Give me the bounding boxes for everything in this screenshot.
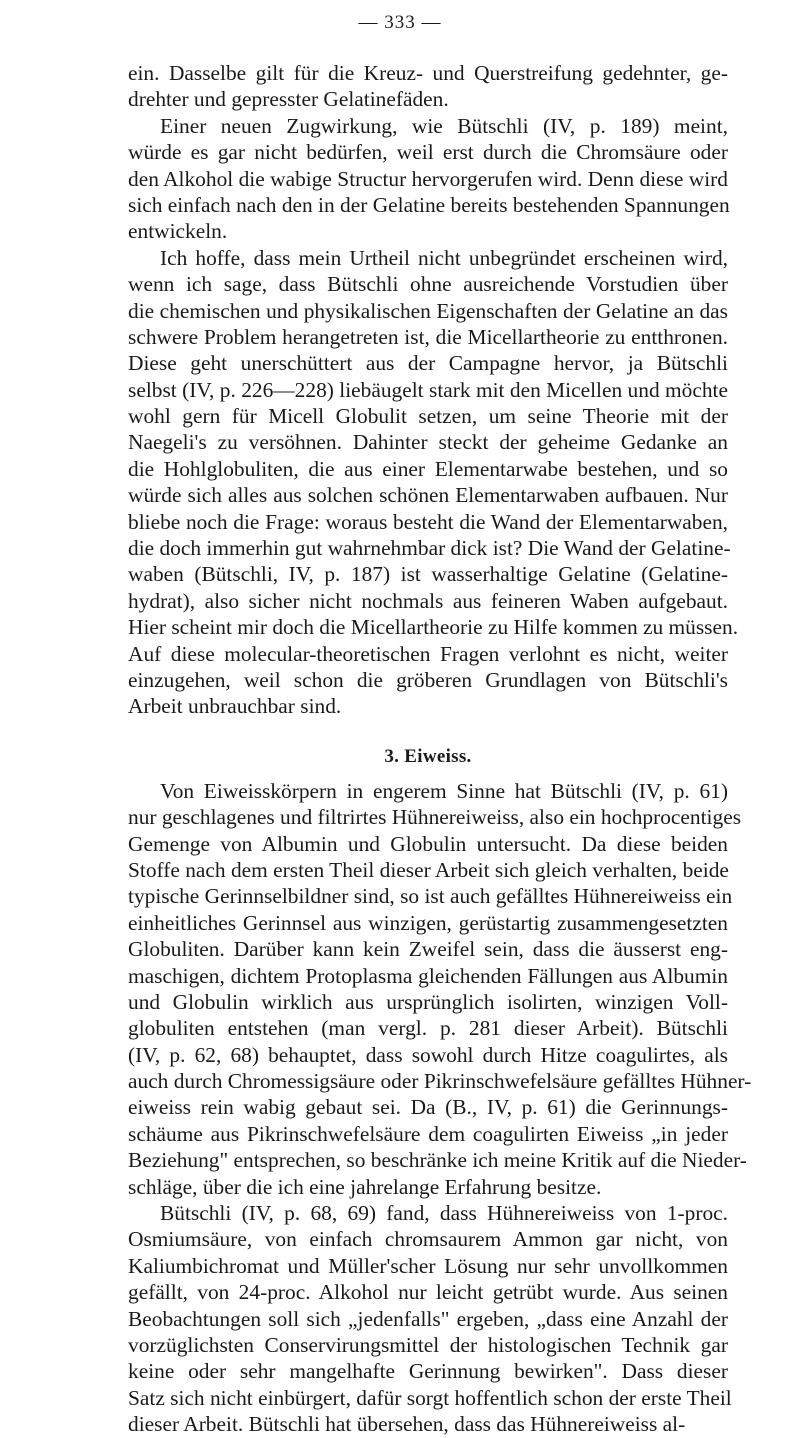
text-line: Auf diese molecular-theoretischen Fragen verlohnt es nicht, weiter [128,641,728,666]
text-line: ein. Dasselbe gilt für die Kreuz- und Querstreifung gedehnter, ge- [128,61,728,85]
text-line: Von Eiweisskörpern in engerem Sinne hat Bütschli (IV, p. 61) [160,778,728,803]
text-line: die doch immerhin gut wahrnehmbar dick ist? Die Wand der Gelatine- [128,536,731,561]
text-line: wenn ich sage, dass Bütschli ohne ausreichende Vorstudien über [128,272,728,297]
text-line: Beobachtungen soll sich „jedenfalls" ergeben, „dass eine Anzahl der [128,1306,728,1331]
text-line: Arbeit unbrauchbar sind. [128,694,342,719]
text-line: Beziehung" entsprechen, so beschränke ich meine Kritik auf die Nieder- [128,1148,747,1173]
text-line: entwickeln. [128,219,228,244]
text-line: bliebe noch die Frage: woraus besteht die Wand der Elementarwaben, [128,509,728,534]
paragraph-3 [128,245,739,720]
text-line: Hier scheint mir doch die Micellartheorie zu Hilfe kommen zu müssen. [128,615,739,640]
text-line: dieser Arbeit. Bütschli hat übersehen, dass das Hühnereiweiss al- [128,1412,686,1437]
text-line: gefällt, von 24-proc. Alkohol nur leicht getrübt wurde. Aus seinen [128,1280,728,1305]
text-line: schwere Problem herangetreten ist, die Micellartheorie zu entthronen. [128,324,728,349]
text-line: nur geschlagenes und filtrirtes Hühnereiweiss, also ein hochprocentiges [128,805,742,830]
text-line: (IV, p. 62, 68) behauptet, dass sowohl durch Hitze coagulirtes, als [128,1042,728,1067]
text-line: Satz sich nicht einbürgert, dafür sorgt hoffentlich schon der erste Theil [128,1385,732,1410]
text-line: schäume aus Pikrinschwefelsäure dem coagulirten Eiweiss „in jeder [128,1121,728,1146]
text-line: würde es gar nicht bedürfen, weil erst durch die Chromsäure oder [128,140,728,165]
text-line: Osmiumsäure, von einfach chromsaurem Ammon gar nicht, von [128,1227,728,1252]
text-line: drehter und gepresster Gelatinefäden. [128,87,449,112]
text-line: Globuliten. Darüber kann kein Zweifel sein, dass die äusserst eng- [128,937,728,962]
text-line: selbst (IV, p. 226—228) liebäugelt stark mit den Micellen und möchte [128,377,728,402]
text-line: Einer neuen Zugwirkung, wie Bütschli (IV, p. 189) meint, [160,113,728,138]
text-line: Diese geht unerschüttert aus der Campagne hervor, ja Bütschli [128,351,728,376]
text-line: Stoffe nach dem ersten Theil dieser Arbeit sich gleich verhalten, beide [128,857,729,882]
text-line: Ich hoffe, dass mein Urtheil nicht unbegründet erscheinen wird, [160,245,728,270]
text-line: maschigen, dichtem Protoplasma gleichenden Fällungen aus Albumin [128,963,728,988]
text-line: und Globulin wirklich aus ursprünglich isolirten, winzigen Voll- [128,989,728,1014]
text-line: typische Gerinnselbildner sind, so ist auch gefälltes Hühnereiweiss ein [128,884,733,909]
text-line: wohl gern für Micell Globulit setzen, um seine Theorie mit der [128,404,728,429]
text-line: keine oder sehr mangelhafte Gerinnung bewirken". Dass dieser [128,1359,728,1384]
text-line: Kaliumbichromat und Müller'scher Lösung nur sehr unvollkommen [128,1253,728,1278]
paragraph-4 [128,778,752,1200]
text-line: waben (Bütschli, IV, p. 187) ist wasserhaltige Gelatine (Gelatine- [128,562,728,587]
text-line: den Alkohol die wabige Structur hervorgerufen wird. Denn diese wird [128,166,728,191]
paragraph-2 [128,113,728,245]
text-line: die Hohlglobuliten, die aus einer Elementarwabe bestehen, und so [128,456,728,481]
paragraph-1 [128,60,728,113]
text-line: einzugehen, weil schon die gröberen Grundlagen von Bütschli's [128,667,728,692]
text-line: die chemischen und physikalischen Eigenschaften der Gelatine an das [128,298,728,323]
text-line: vorzüglichsten Conservirungsmittel der histologischen Technik gar [128,1332,728,1357]
text-line: schläge, über die ich eine jahrelange Erfahrung besitze. [128,1174,602,1199]
page-number: — 333 — [358,12,442,33]
text-line: würde sich alles aus solchen schönen Elementarwaben aufbauen. Nur [128,483,728,508]
text-line: auch durch Chromessigsäure oder Pikrinschwefelsäure gefälltes Hühner- [128,1069,752,1094]
text-line: Naegeli's zu versöhnen. Dahinter steckt der geheime Gedanke an [128,430,728,455]
body-text [128,60,752,1438]
text-line: hydrat), also sicher nicht nochmals aus feineren Waben aufgebaut. [128,588,728,613]
paragraph-5 [128,1200,732,1438]
text-line: eiweiss rein wabig gebaut sei. Da (B., IV, p. 61) die Gerinnungs- [128,1095,728,1120]
text-line: Gemenge von Albumin und Globulin untersucht. Da diese beiden [128,831,728,856]
text-line: einheitliches Gerinnsel aus winzigen, gerüstartig zusammengesetzten [128,910,728,935]
text-line: Bütschli (IV, p. 68, 69) fand, dass Hühnereiweiss von 1-proc. [160,1201,728,1226]
section-heading: 3. Eiweiss. [384,745,472,767]
text-line: globuliten entstehen (man vergl. p. 281 dieser Arbeit). Bütschli [128,1016,728,1041]
text-line: sich einfach nach den in der Gelatine bereits bestehenden Spannungen [128,192,730,217]
